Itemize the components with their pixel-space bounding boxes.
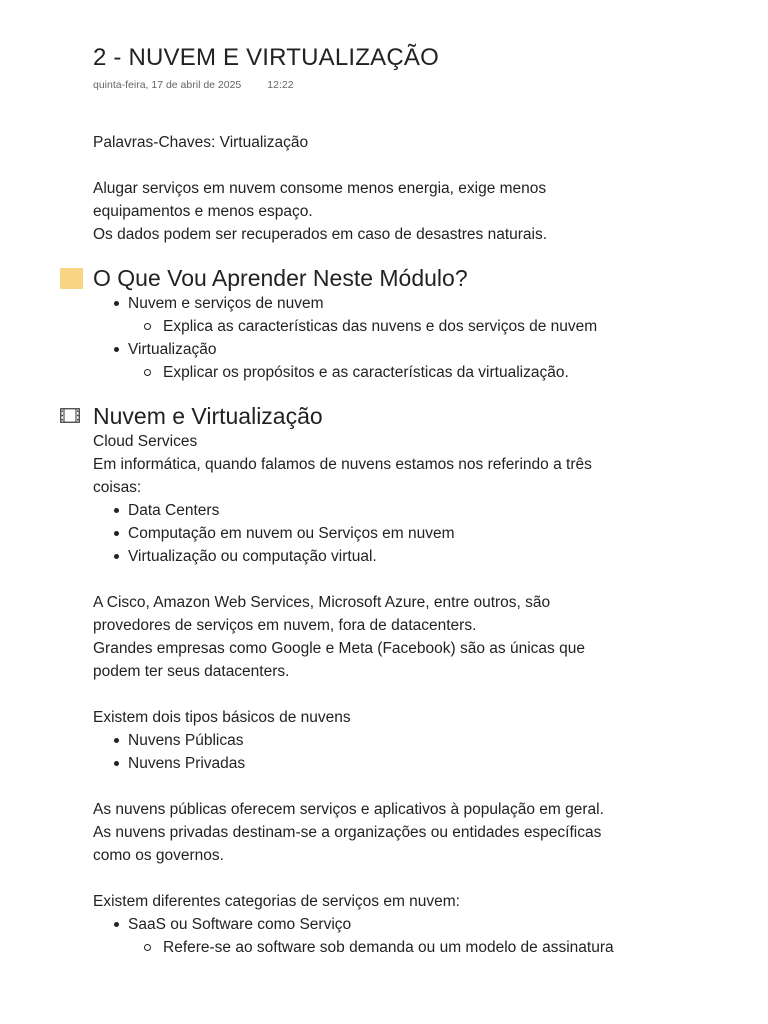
body-line: provedores de serviços em nuvem, fora de datacenters. xyxy=(93,617,477,634)
list-item: Virtualização ou computação virtual. xyxy=(93,545,733,568)
page-time: 12:22 xyxy=(267,79,294,91)
intro-line: Alugar serviços em nuvem consome menos energia, exige menos xyxy=(93,180,547,197)
list-item: Nuvens Públicas xyxy=(93,729,733,752)
list-item: Data Centers xyxy=(93,499,733,522)
note-body[interactable] xyxy=(93,131,733,959)
body-line: As nuvens privadas destinam-se a organizações ou entidades específicas xyxy=(93,824,602,841)
list-subitem: Explica as características das nuvens e dos serviços de nuvem xyxy=(93,315,733,338)
body-line: A Cisco, Amazon Web Services, Microsoft Azure, entre outros, são xyxy=(93,594,551,611)
section-heading-learn xyxy=(93,264,733,292)
subtitle-line: Cloud Services xyxy=(93,433,198,450)
page-date: quinta-feira, 17 de abril de 2025 xyxy=(93,79,242,91)
categories-list xyxy=(93,913,733,959)
types-list xyxy=(93,729,733,775)
intro-line: equipamentos e menos espaço. xyxy=(93,203,313,220)
list-item: Nuvem e serviços de nuvem xyxy=(93,292,733,315)
cloud-list xyxy=(93,499,733,568)
page-title[interactable]: 2 - NUVEM E VIRTUALIZAÇÃO xyxy=(93,44,439,71)
list-subitem: Explicar os propósitos e as características da virtualização. xyxy=(93,361,733,384)
section-heading-text: O Que Vou Aprender Neste Módulo? xyxy=(93,265,468,291)
body-line: como os governos. xyxy=(93,847,224,864)
list-subitem: Refere-se ao software sob demanda ou um modelo de assinatura xyxy=(93,936,733,959)
learn-list xyxy=(93,292,733,384)
keywords-line: Palavras-Chaves: Virtualização xyxy=(93,134,309,151)
page-timestamp xyxy=(93,79,294,91)
body-line: As nuvens públicas oferecem serviços e aplicativos à população em geral. xyxy=(93,801,604,818)
important-tag-icon[interactable] xyxy=(60,268,83,289)
body-line: Existem dois tipos básicos de nuvens xyxy=(93,709,351,726)
body-line: podem ter seus datacenters. xyxy=(93,663,290,680)
section-heading-cloud xyxy=(93,402,733,430)
section-heading-text: Nuvem e Virtualização xyxy=(93,403,323,429)
body-line: coisas: xyxy=(93,479,142,496)
body-line: Em informática, quando falamos de nuvens estamos nos referindo a três xyxy=(93,456,592,473)
body-line: Existem diferentes categorias de serviços em nuvem: xyxy=(93,893,460,910)
body-line: Grandes empresas como Google e Meta (Facebook) são as únicas que xyxy=(93,640,585,657)
film-icon[interactable] xyxy=(60,408,80,423)
list-item: Nuvens Privadas xyxy=(93,752,733,775)
list-item: Virtualização xyxy=(93,338,733,361)
intro-line: Os dados podem ser recuperados em caso de desastres naturais. xyxy=(93,226,548,243)
list-item: SaaS ou Software como Serviço xyxy=(93,913,733,936)
list-item: Computação em nuvem ou Serviços em nuvem xyxy=(93,522,733,545)
